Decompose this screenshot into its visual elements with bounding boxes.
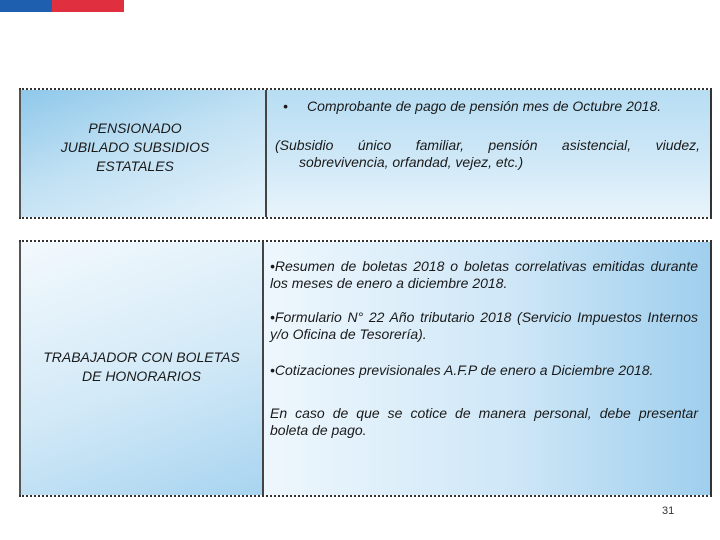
sub-note-line: sobrevivencia, orfandad, vejez, etc.) — [299, 154, 524, 170]
sub-note-line: (Subsidio único familiar, pensión asistencial, viudez, — [275, 137, 700, 153]
list-item: •Cotizaciones previsionales A.F.P de enero a Diciembre 2018. — [270, 362, 654, 378]
flag-stripe-blue — [0, 0, 52, 12]
sub-note — [275, 137, 704, 171]
closing-note: En caso de que se cotice de manera personal, debe presentar boleta de pago. — [270, 405, 698, 438]
row-content-cell — [267, 90, 712, 217]
list-item: •Formulario N° 22 Año tributario 2018 (Servicio Impuestos Internos y/o Oficina de Tesorería). — [270, 309, 698, 342]
requirements-row-pensionado — [19, 88, 712, 219]
bullet-icon: • — [283, 98, 288, 114]
list-item — [283, 98, 704, 115]
list-item-text: Comprobante de pago de pensión mes de Octubre 2018. — [307, 98, 662, 114]
row-content-cell — [264, 242, 712, 495]
row-label-line: TRABAJADOR CON BOLETAS — [43, 348, 240, 365]
row-label-line: PENSIONADO — [88, 120, 182, 136]
flag-stripe-red — [52, 0, 124, 12]
row-label-line: JUBILADO SUBSIDIOS — [60, 139, 210, 155]
row-label-cell — [19, 242, 264, 495]
page-number: 31 — [662, 505, 675, 517]
row-label-line: DE HONORARIOS — [81, 367, 201, 384]
row-label-line: ESTATALES — [96, 158, 174, 174]
list-item: •Resumen de boletas 2018 o boletas correlativas emitidas durante los meses de enero a diciembre 2018. — [270, 258, 698, 291]
requirements-row-honorarios — [19, 240, 712, 497]
row-label-cell — [19, 90, 267, 217]
